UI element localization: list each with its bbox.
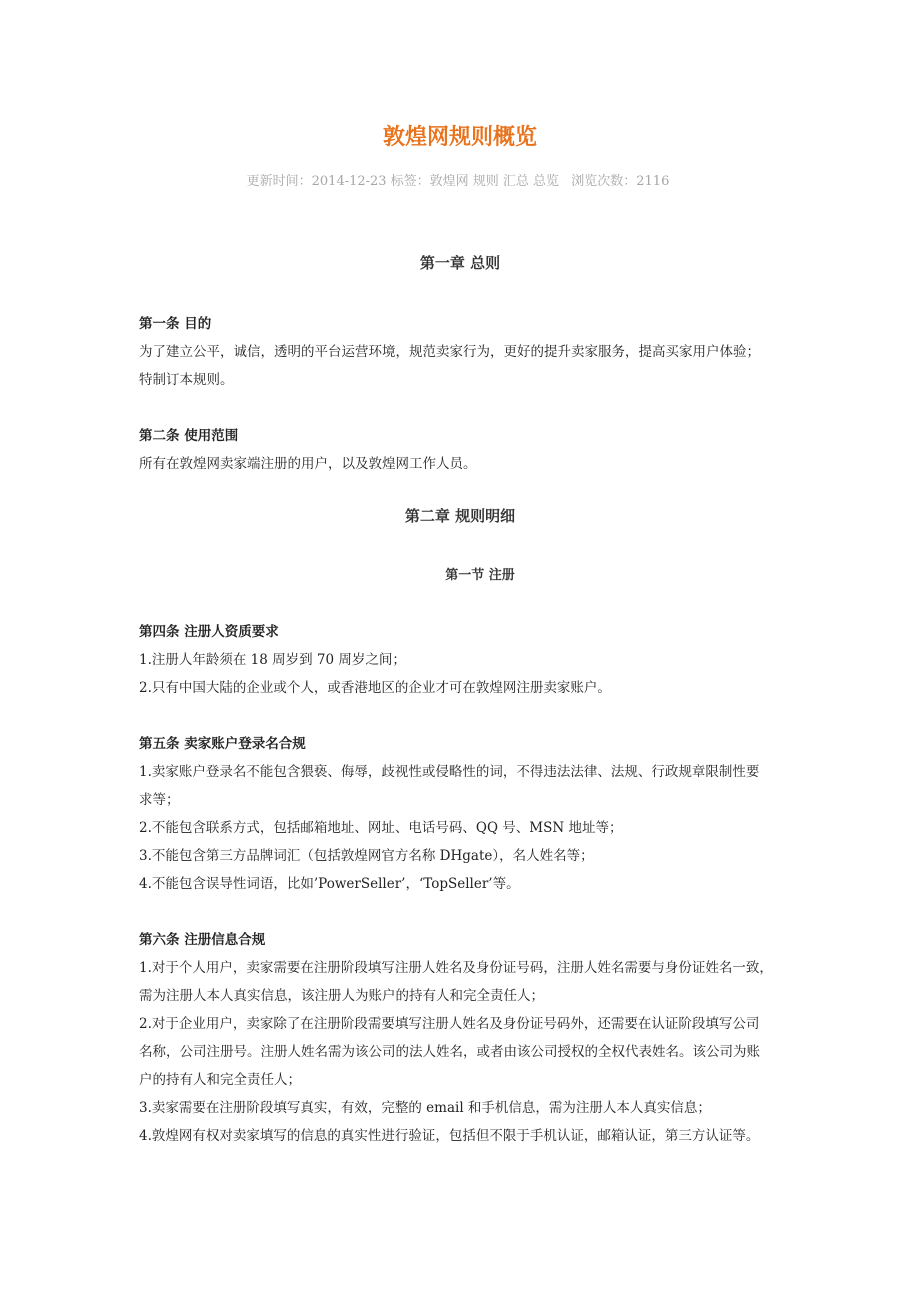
article-1-line: 为了建立公平，诚信，透明的平台运营环境，规范卖家行为，更好的提升卖家服务，提高买家用户体验； (139, 344, 760, 360)
article-6-line: 1.对于个人用户，卖家需要在注册阶段填写注册人姓名及身份证号码，注册人姓名需要与身份证姓名一致， (139, 960, 773, 976)
article-5-line: 2.不能包含联系方式，包括邮箱地址、网址、电话号码、QQ 号、MSN 地址等； (139, 820, 623, 836)
chapter-2-title: 第二章 规则明细 (404, 507, 516, 525)
view-count: 浏览次数：2116 (571, 174, 670, 189)
article-5-title: 第五条 卖家账户登录名合规 (139, 736, 306, 752)
article-5-line: 1.卖家账户登录名不能包含猥亵、侮辱，歧视性或侵略性的词，不得违法法律、法规、行政规章限制性要 (139, 764, 760, 780)
tags: 标签：敦煌网 规则 汇总 总览 (390, 174, 559, 189)
article-6-line: 户的持有人和完全责任人； (139, 1072, 301, 1088)
article-1-line: 特制订本规则。 (139, 372, 234, 388)
article-2-line: 所有在敦煌网卖家端注册的用户，以及敦煌网工作人员。 (139, 456, 477, 472)
section-1-title: 第一节 注册 (445, 568, 515, 583)
article-6-line: 4.敦煌网有权对卖家填写的信息的真实性进行验证，包括但不限于手机认证，邮箱认证，第三方认证等。 (139, 1128, 760, 1144)
article-5-line: 3.不能包含第三方品牌词汇（包括敦煌网官方名称 DHgate），名人姓名等； (139, 848, 594, 864)
article-6-line: 需为注册人本人真实信息，该注册人为账户的持有人和完全责任人； (139, 988, 544, 1004)
page-title: 敦煌网规则概览 (382, 125, 537, 150)
article-4-line: 1.注册人年龄须在 18 周岁到 70 周岁之间； (139, 652, 406, 668)
article-5-line: 4.不能包含误导性词语，比如’PowerSeller’，‘TopSeller’等。 (139, 876, 520, 892)
meta-line (0, 170, 920, 189)
update-time: 更新时间：2014-12-23 (246, 174, 387, 189)
article-2-title: 第二条 使用范围 (139, 428, 239, 444)
article-4-title: 第四条 注册人资质要求 (139, 624, 279, 640)
article-6-title: 第六条 注册信息合规 (139, 932, 266, 948)
chapter-1-title: 第一章 总则 (419, 254, 501, 272)
article-6-line: 名称，公司注册号。注册人姓名需为该公司的法人姓名，或者由该公司授权的全权代表姓名。该公司为账 (139, 1044, 760, 1060)
article-4-line: 2.只有中国大陆的企业或个人，或香港地区的企业才可在敦煌网注册卖家账户。 (139, 680, 611, 696)
article-5-line: 求等； (139, 792, 180, 808)
article-1-title: 第一条 目的 (139, 316, 212, 332)
article-6-line: 2.对于企业用户，卖家除了在注册阶段需要填写注册人姓名及身份证号码外，还需要在认证阶段填写公司 (139, 1016, 760, 1032)
article-6-line: 3.卖家需要在注册阶段填写真实，有效，完整的 email 和手机信息，需为注册人本人真实信息； (139, 1100, 711, 1116)
